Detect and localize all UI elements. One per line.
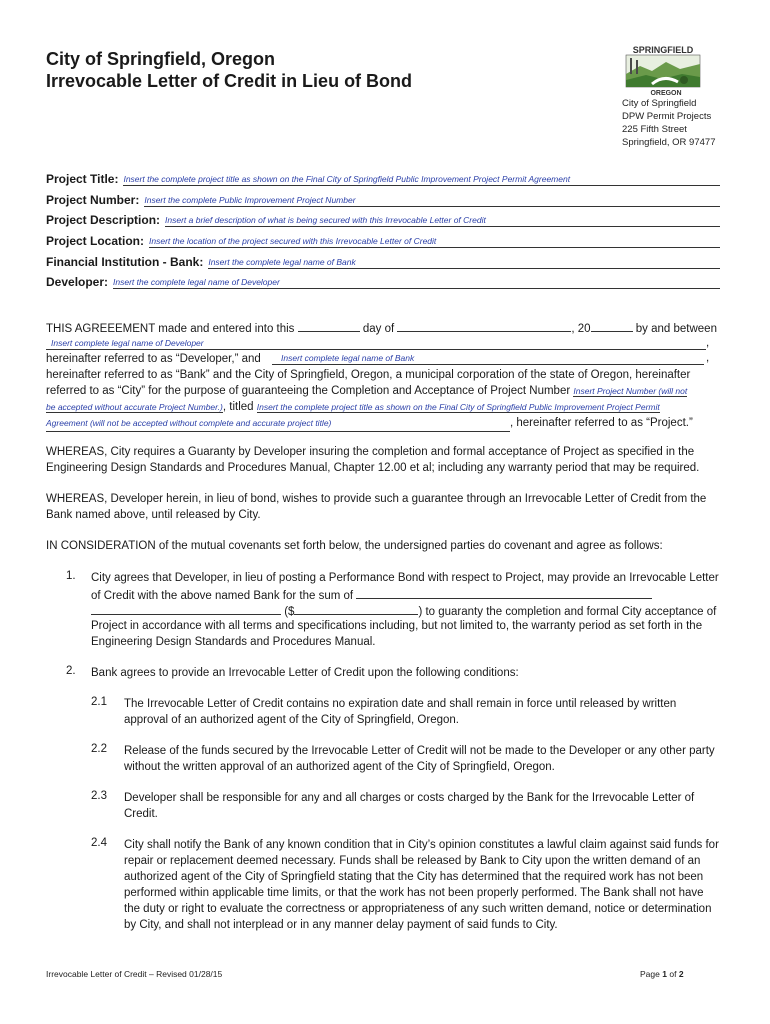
dollar-prefix: ($: [284, 606, 295, 618]
field-placeholder: Insert the complete legal name of Bank: [208, 257, 356, 267]
agreement-year-prefix: , 20: [571, 323, 591, 335]
springfield-logo: [622, 44, 704, 96]
logo-top-text: SPRINGFIELD: [632, 45, 694, 55]
field-label: Project Title:: [46, 172, 119, 186]
titled-text: , titled: [222, 401, 254, 413]
item-1-number: 1.: [66, 570, 76, 582]
logo-bottom-text: OREGON: [650, 90, 682, 96]
item-2-3-text: Developer shall be responsible for any and all charges or costs charged by the Bank for the Irrevocable Letter of Credit.: [124, 792, 695, 820]
document-title-line2: Irrevocable Letter of Credit in Lieu of Bond: [46, 71, 413, 91]
agreement-between-text: by and between: [635, 323, 717, 335]
item-2-text: Bank agrees to provide an Irrevocable Letter of Credit upon the following conditions:: [91, 667, 519, 679]
bank-name-placeholder: Insert complete legal name of Bank: [281, 353, 415, 363]
address-line-2: DPW Permit Projects: [622, 111, 712, 122]
developer-name-line[interactable]: [46, 336, 706, 350]
field-label: Project Location:: [46, 234, 145, 248]
project-title-placeholder-a[interactable]: Insert the complete project title as shown on the Final City of Springfield Public Improvement Project Permit: [256, 402, 660, 412]
project-title-placeholder-b[interactable]: Agreement (will not be accepted without complete and accurate project title): [46, 415, 510, 432]
city-ref-line: [46, 383, 687, 399]
field-placeholder: Insert a brief description of what is being secured with this Irrevocable Letter of Credit: [165, 215, 486, 225]
developer-ref-text: hereinafter referred to as “Developer,” and: [46, 353, 261, 365]
item-2-1-text: The Irrevocable Letter of Credit contains no expiration date and shall remain in force until released by written approval of an authorized agent of the City of Springfield, Oregon.: [124, 698, 677, 726]
city-ref-text: referred to as “City” for the purpose of guaranteeing the Completion and Acceptance of Project Number: [46, 385, 571, 397]
field-project-title: [46, 168, 720, 186]
field-bank: [46, 251, 720, 269]
item-2-number: 2.: [66, 665, 76, 677]
item-1-guaranty-text: ) to guaranty the completion and formal City acceptance of: [418, 606, 717, 618]
agreement-day-blank[interactable]: [298, 319, 360, 332]
address-line-4: Springfield, OR 97477: [622, 137, 716, 148]
whereas-paragraph-2: WHEREAS, Developer herein, in lieu of bond, wishes to provide such a guarantee through an Irrevocable Letter of Credit from the Bank named above, until released by City.: [46, 493, 707, 521]
field-label: Project Description:: [46, 213, 161, 227]
address-line-3: 225 Fifth Street: [622, 124, 687, 135]
address-line-1: City of Springfield: [622, 98, 697, 109]
field-project-number: [46, 189, 720, 207]
field-placeholder: Insert the complete project title as shown on the Final City of Springfield Public Improvement Project Permit Agreement: [123, 174, 571, 184]
project-description-input[interactable]: [165, 213, 720, 227]
agreement-dayof-text: day of: [362, 323, 395, 335]
item-2-4-number: 2.4: [91, 837, 107, 849]
field-label: Financial Institution - Bank:: [46, 255, 204, 269]
bank-name-line[interactable]: [272, 351, 704, 365]
field-placeholder: Insert the complete legal name of Developer: [113, 277, 280, 287]
field-placeholder: Insert the complete Public Improvement Project Number: [144, 195, 356, 205]
item-2-3-number: 2.3: [91, 790, 107, 802]
footer-revision: Irrevocable Letter of Credit – Revised 01/28/15: [46, 969, 223, 979]
field-project-location: [46, 230, 720, 248]
item-2-4-text: City shall notify the Bank of any known condition that in City’s opinion constitutes a lawful claim against said funds for repair or replacement deemed necessary. Funds shall be released by Bank to City upon the written demand of an authorized agent of the City of Springfield stating that the City has determined that the required work has not been performed within applicable time limits, or that the work has not been properly performed. The Bank shall not have the duty or right to evaluate the correctness or appropriateness of any such written demand, notice or determination by City, and shall not interplead or in any manner delay payment of said funds to City.: [124, 839, 719, 931]
project-location-input[interactable]: [149, 234, 720, 248]
item-1-line-d: Project in accordance with all terms and specifications including, but not limited to, the warranty period as set forth in the: [91, 620, 703, 632]
project-number-input[interactable]: [144, 193, 720, 207]
field-project-description: [46, 209, 720, 227]
project-title-input[interactable]: [123, 172, 720, 186]
of-word: of: [669, 969, 677, 979]
item-1-line-e: Engineering Design Standards and Procedures Manual.: [91, 636, 376, 648]
agreement-year-blank[interactable]: [591, 319, 633, 332]
sum-words-blank[interactable]: [356, 586, 652, 599]
comma-2: ,: [706, 352, 710, 364]
agreement-intro-text: THIS AGREEEMENT made and entered into this: [46, 323, 295, 335]
field-label: Project Number:: [46, 193, 140, 207]
item-2-2-text: Release of the funds secured by the Irrevocable Letter of Credit will not be made to the Developer or any other party without the written approval of an authorized agent of the City of Springfield, Oregon.: [124, 745, 715, 773]
comma-1: ,: [706, 337, 710, 349]
page-word: Page: [640, 969, 660, 979]
titled-line: [46, 399, 660, 415]
bank-input[interactable]: [208, 255, 720, 269]
whereas-paragraph-1: WHEREAS, City requires a Guaranty by Developer insuring the completion and formal acceptance of Project as specified in the Engineering Design Standards and Procedures Manual, Chapter 12.00 et al; including any warranty period that may be required.: [46, 446, 700, 474]
project-ref-text: , hereinafter referred to as “Project.”: [510, 417, 693, 429]
project-number-placeholder-a[interactable]: Insert Project Number (will not: [573, 386, 688, 396]
project-number-placeholder-b[interactable]: be accepted without accurate Project Number.): [46, 402, 223, 412]
field-placeholder: Insert the location of the project secured with this Irrevocable Letter of Credit: [149, 236, 437, 246]
sum-amount-blank[interactable]: [294, 602, 418, 615]
field-developer: [46, 271, 720, 289]
logo-graphic: [622, 44, 704, 96]
page-current: 1: [662, 969, 667, 979]
agreement-line-3: [46, 351, 261, 367]
item-2-2-number: 2.2: [91, 743, 107, 755]
item-2-1-number: 2.1: [91, 696, 107, 708]
agreement-month-blank[interactable]: [397, 319, 571, 332]
page-total: 2: [678, 969, 684, 979]
item-1-sum-text: of Credit with the above named Bank for the sum of: [91, 590, 354, 602]
field-label: Developer:: [46, 275, 109, 289]
bank-ref-line: hereinafter referred to as “Bank” and the City of Springfield, Oregon, a municipal corporation of the state of Oregon, hereinafter: [46, 369, 691, 381]
project-ref-line: [46, 415, 693, 432]
document-title-line1: City of Springfield, Oregon: [46, 49, 275, 69]
item-1-line-a: City agrees that Developer, in lieu of posting a Performance Bond with respect to Project, may provide an Irrevocable Letter: [91, 572, 719, 584]
developer-name-placeholder: Insert complete legal name of Developer: [51, 338, 204, 348]
agreement-line-1: [46, 319, 717, 337]
footer-page-number: [640, 969, 684, 979]
consideration-paragraph: IN CONSIDERATION of the mutual covenants set forth below, the undersigned parties do covenant and agree as follows:: [46, 540, 663, 552]
developer-input[interactable]: [113, 275, 720, 289]
sum-words-blank-2[interactable]: [91, 602, 281, 615]
